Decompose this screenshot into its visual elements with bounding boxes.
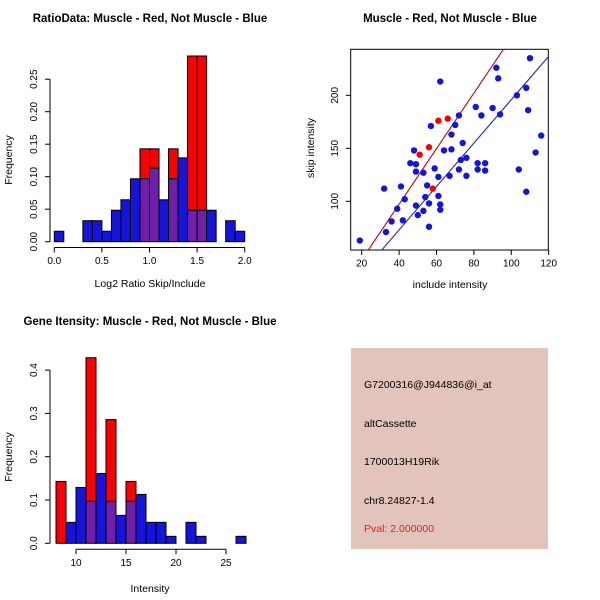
svg-text:10: 10 (70, 558, 82, 569)
svg-text:include intensity: include intensity (412, 279, 488, 291)
gene-intensity-histogram-panel (0, 300, 300, 600)
intensity-scatter-panel (300, 0, 600, 300)
svg-text:40: 40 (393, 258, 405, 270)
svg-text:Intensity: Intensity (130, 583, 170, 595)
gene-info-panel (300, 300, 600, 600)
svg-text:1.0: 1.0 (142, 256, 157, 267)
svg-text:0.15: 0.15 (29, 134, 40, 154)
svg-text:Log2 Ratio Skip/Include: Log2 Ratio Skip/Include (94, 278, 206, 290)
svg-text:80: 80 (468, 258, 480, 270)
svg-text:0.05: 0.05 (29, 199, 40, 219)
svg-text:100: 100 (502, 258, 520, 270)
svg-text:0.1: 0.1 (29, 493, 40, 507)
gene-intensity-histogram-chart (0, 300, 300, 600)
svg-text:skip intensity: skip intensity (305, 117, 317, 179)
pval-text: Pval: 2.000000 (364, 523, 435, 535)
probe-id-text: G7200316@J944836@i_at (364, 379, 492, 391)
ratio-histogram-panel (0, 0, 300, 300)
svg-text:2.0: 2.0 (237, 256, 252, 267)
svg-text:20: 20 (170, 558, 182, 569)
svg-text:200: 200 (330, 86, 341, 104)
svg-text:100: 100 (330, 192, 341, 210)
svg-text:120: 120 (540, 258, 558, 270)
svg-text:Muscle - Red, Not Muscle - Blu: Muscle - Red, Not Muscle - Blue (363, 13, 537, 25)
intensity-scatter-chart (300, 0, 600, 300)
svg-text:150: 150 (330, 139, 341, 157)
svg-text:0.00: 0.00 (29, 231, 40, 252)
svg-text:25: 25 (220, 558, 232, 569)
locus-text: chr8.24827-1.4 (364, 495, 435, 507)
gene-symbol-text: 1700013H19Rik (364, 456, 440, 468)
svg-text:Frequency: Frequency (3, 135, 15, 185)
svg-text:20: 20 (356, 258, 368, 270)
svg-text:0.3: 0.3 (29, 406, 40, 421)
svg-text:0.5: 0.5 (94, 256, 109, 267)
svg-text:0.4: 0.4 (29, 363, 40, 378)
svg-text:60: 60 (430, 258, 443, 270)
svg-text:RatioData: Muscle - Red, Not M: RatioData: Muscle - Red, Not Muscle - Blue (32, 13, 268, 25)
ratio-histogram-chart (0, 0, 300, 300)
gene-info-box (351, 348, 548, 549)
svg-text:0.25: 0.25 (29, 69, 40, 89)
svg-text:15: 15 (120, 558, 132, 569)
svg-text:Frequency: Frequency (3, 432, 15, 482)
svg-text:1.5: 1.5 (190, 256, 205, 267)
svg-text:Gene Itensity: Muscle - Red, N: Gene Itensity: Muscle - Red, Not Muscle - Blue (23, 316, 277, 328)
svg-text:0.10: 0.10 (29, 166, 40, 187)
svg-text:0.2: 0.2 (29, 449, 40, 464)
svg-text:0.0: 0.0 (29, 536, 40, 551)
svg-text:0.0: 0.0 (47, 256, 62, 267)
splice-type-text: altCassette (364, 418, 417, 430)
svg-text:0.20: 0.20 (29, 101, 40, 122)
